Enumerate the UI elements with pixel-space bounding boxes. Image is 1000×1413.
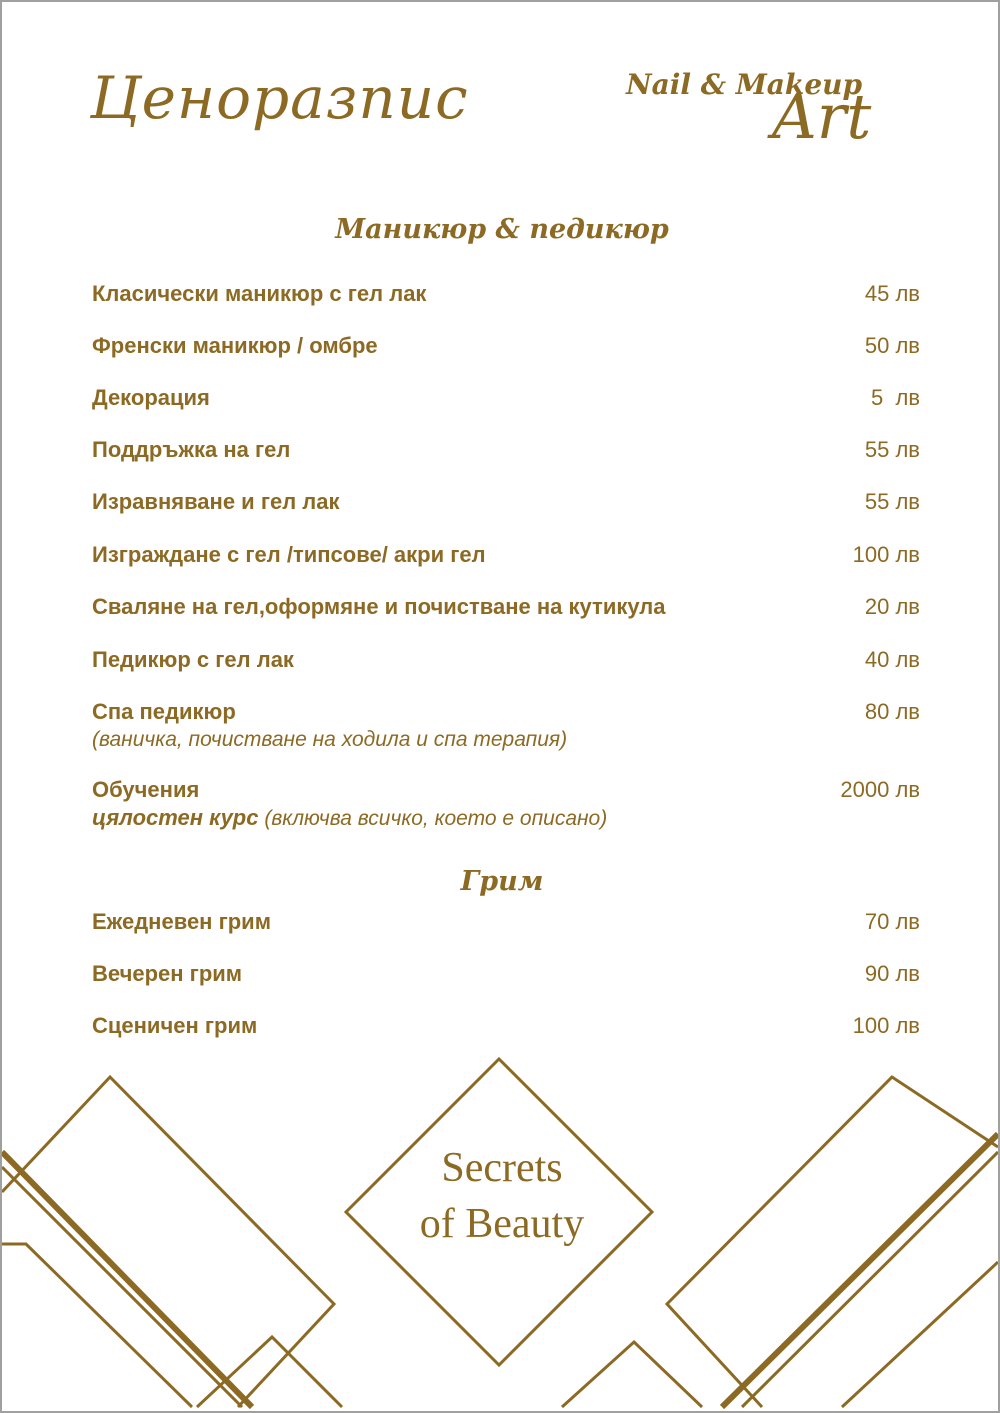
service-price: 50 лв — [864, 333, 920, 358]
service-name: Педикюр с гел лак — [92, 647, 294, 672]
service-price: 70 лв — [864, 909, 920, 934]
right-bottom-peak — [562, 1342, 702, 1407]
service-price: 100 лв — [852, 542, 920, 567]
service-name: Поддръжка на гел — [92, 437, 291, 462]
service-name: Изравняване и гел лак — [92, 489, 340, 514]
service-name: Изграждане с гел /типсове/ акри гел — [92, 542, 486, 567]
service-name: Сценичен грим — [92, 1013, 258, 1038]
service-price: 90 лв — [864, 961, 920, 986]
left-lower-line — [2, 1244, 192, 1407]
brand-art-script: Art — [772, 80, 872, 153]
service-subname: цялостен курс — [92, 805, 259, 830]
service-name: Ежедневен грим — [92, 909, 271, 934]
service-name: Спа педикюр — [92, 699, 236, 724]
brand-name: Nail & Makeup — [626, 68, 863, 101]
service-note: (ваничка, почистване на ходила и спа терапия) — [92, 728, 568, 751]
service-price: 100 лв — [852, 1013, 920, 1038]
service-name: Обучения — [92, 777, 200, 802]
service-price: 20 лв — [864, 594, 920, 619]
logo-line-2: of Beauty — [419, 1201, 585, 1247]
service-price: 80 лв — [864, 699, 920, 724]
section-title-manicure: Маникюр & педикюр — [335, 214, 669, 245]
service-name: Сваляне на гел,оформяне и почистване на кутикула — [92, 594, 666, 619]
service-name: Вечерен грим — [92, 961, 243, 986]
service-price: 45 лв — [864, 281, 920, 306]
service-name: Класически маникюр с гел лак — [92, 281, 427, 306]
page-title: Ценоразпис — [90, 64, 469, 132]
service-price: 55 лв — [864, 489, 920, 514]
service-price: 5 лв — [871, 385, 920, 410]
section-title-makeup: Грим — [460, 866, 544, 897]
service-price: 2000 лв — [840, 777, 920, 802]
service-price: 55 лв — [864, 437, 920, 462]
service-name: Френски маникюр / омбре — [92, 333, 378, 358]
logo-line-1: Secrets — [441, 1145, 563, 1191]
service-name: Декорация — [92, 385, 210, 410]
service-note: (включва всичко, което е описано) — [264, 807, 608, 830]
service-price: 40 лв — [864, 647, 920, 672]
